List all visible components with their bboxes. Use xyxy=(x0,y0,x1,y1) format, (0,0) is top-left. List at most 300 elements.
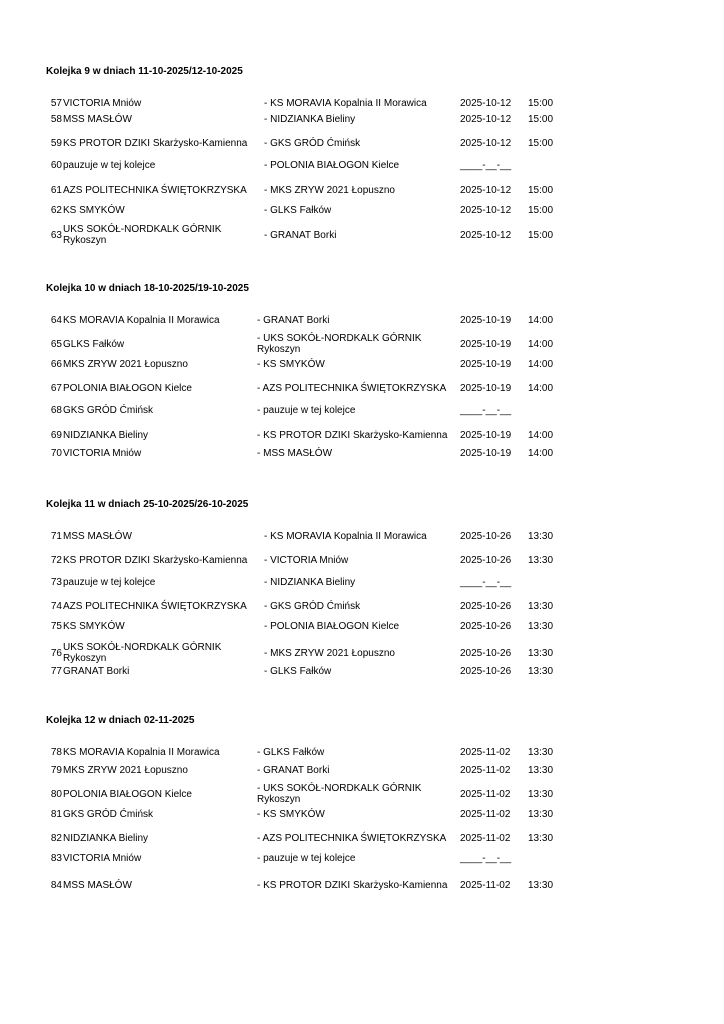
match-row xyxy=(0,807,724,821)
match-time-text: 14:00 xyxy=(528,338,554,350)
match-date xyxy=(460,619,522,633)
home-team-name: GLKS Fałków xyxy=(63,338,125,350)
home-team xyxy=(63,446,253,460)
away-team xyxy=(264,619,464,633)
away-team-name: - MKS ZRYW 2021 Łopuszno xyxy=(264,184,395,196)
home-team xyxy=(63,640,253,666)
match-date xyxy=(460,781,522,807)
match-number xyxy=(46,158,62,172)
match-row xyxy=(0,357,724,371)
match-time xyxy=(528,807,558,821)
away-team xyxy=(257,357,457,371)
away-team-name: - POLONIA BIAŁOGON Kielce xyxy=(264,620,400,632)
away-team xyxy=(257,446,457,460)
away-team xyxy=(264,664,464,678)
match-row xyxy=(0,763,724,777)
match-date-text: 2025-10-19 xyxy=(460,338,512,350)
match-number-text: 82 xyxy=(50,832,62,844)
match-time xyxy=(528,203,558,217)
match-time xyxy=(528,781,558,807)
match-date xyxy=(460,575,522,589)
match-row xyxy=(0,203,724,217)
match-number-text: 81 xyxy=(50,808,62,820)
home-team xyxy=(63,664,253,678)
match-date-text: 2025-10-26 xyxy=(460,665,512,677)
home-team-name: pauzuje w tej kolejce xyxy=(63,159,156,171)
match-time xyxy=(528,403,558,417)
away-team-name: - MSS MASŁÓW xyxy=(257,447,333,459)
match-time xyxy=(528,112,558,126)
home-team xyxy=(63,575,253,589)
match-number xyxy=(46,177,62,203)
match-time xyxy=(528,640,558,666)
match-time xyxy=(528,575,558,589)
home-team xyxy=(63,96,253,110)
home-team xyxy=(63,357,253,371)
away-team xyxy=(257,807,457,821)
match-time xyxy=(528,158,558,172)
away-team-name: - VICTORIA Mniów xyxy=(264,554,349,566)
match-row xyxy=(0,529,724,543)
match-number-text: 62 xyxy=(50,204,62,216)
match-date-text: 2025-10-12 xyxy=(460,113,512,125)
match-date xyxy=(460,807,522,821)
home-team xyxy=(63,781,253,807)
match-number xyxy=(46,422,62,448)
match-time xyxy=(528,222,558,248)
home-team xyxy=(63,422,253,448)
home-team xyxy=(63,112,253,126)
round-title: Kolejka 10 w dniach 18-10-2025/19-10-2025 xyxy=(46,283,249,294)
match-row xyxy=(0,593,724,619)
match-number-text: 58 xyxy=(50,113,62,125)
away-team xyxy=(257,763,457,777)
match-date xyxy=(460,112,522,126)
away-team-name: - AZS POLITECHNIKA ŚWIĘTOKRZYSKA xyxy=(257,382,447,394)
away-team xyxy=(264,130,464,156)
away-team-name: - POLONIA BIAŁOGON Kielce xyxy=(264,159,400,171)
match-time xyxy=(528,745,558,759)
match-number-text: 61 xyxy=(50,184,62,196)
home-team-name: UKS SOKÓŁ-NORDKALK GÓRNIK Rykoszyn xyxy=(63,642,222,664)
match-date-text: 2025-10-26 xyxy=(460,600,512,612)
home-team xyxy=(63,331,253,357)
home-team-name: pauzuje w tej kolejce xyxy=(63,576,156,588)
match-number xyxy=(46,130,62,156)
away-team-name: - KS PROTOR DZIKI Skarżysko-Kamienna xyxy=(257,429,448,441)
home-team-name: MSS MASŁÓW xyxy=(63,530,132,542)
match-row xyxy=(0,640,724,666)
match-number xyxy=(46,547,62,573)
match-number xyxy=(46,375,62,401)
match-time-text: 15:00 xyxy=(528,137,554,149)
match-row xyxy=(0,872,724,898)
match-row xyxy=(0,112,724,126)
round-title: Kolejka 12 w dniach 02-11-2025 xyxy=(46,715,195,726)
match-date xyxy=(460,825,522,851)
home-team xyxy=(63,763,253,777)
home-team xyxy=(63,619,253,633)
away-team xyxy=(264,158,464,172)
match-number xyxy=(46,203,62,217)
match-date-text: 2025-11-02 xyxy=(460,832,511,844)
away-team-name: - GRANAT Borki xyxy=(264,229,337,241)
match-number-text: 66 xyxy=(50,358,62,370)
away-team xyxy=(264,640,464,666)
away-team-name: - KS SMYKÓW xyxy=(257,358,325,370)
match-number-text: 77 xyxy=(50,665,62,677)
away-team xyxy=(257,331,457,357)
match-time-text: 15:00 xyxy=(528,229,554,241)
home-team xyxy=(63,547,253,573)
match-date-text: 2025-10-19 xyxy=(460,429,512,441)
match-date-text: 2025-10-12 xyxy=(460,137,512,149)
match-date-text: ____-__-__ xyxy=(460,159,512,171)
match-time-text: 13:30 xyxy=(528,647,554,659)
match-number xyxy=(46,745,62,759)
round-title: Kolejka 11 w dniach 25-10-2025/26-10-2025 xyxy=(46,499,249,510)
match-number-text: 59 xyxy=(50,137,62,149)
match-time xyxy=(528,446,558,460)
home-team xyxy=(63,177,253,203)
away-team xyxy=(264,96,464,110)
match-date-text: 2025-10-26 xyxy=(460,554,512,566)
match-time-text: 14:00 xyxy=(528,358,554,370)
match-date-text: 2025-11-02 xyxy=(460,879,511,891)
match-time-text: 13:30 xyxy=(528,788,554,800)
match-number xyxy=(46,529,62,543)
match-time-text: 14:00 xyxy=(528,429,554,441)
away-team xyxy=(257,825,457,851)
match-number-text: 79 xyxy=(50,764,62,776)
away-team-name: - KS MORAVIA Kopalnia II Morawica xyxy=(264,97,427,109)
match-date xyxy=(460,130,522,156)
match-time xyxy=(528,593,558,619)
away-team-name: - MKS ZRYW 2021 Łopuszno xyxy=(264,647,395,659)
away-team xyxy=(264,177,464,203)
match-row xyxy=(0,781,724,807)
match-time-text: 13:30 xyxy=(528,764,554,776)
match-date xyxy=(460,203,522,217)
home-team-name: AZS POLITECHNIKA ŚWIĘTOKRZYSKA xyxy=(63,184,247,196)
match-date-text: ____-__-__ xyxy=(460,576,512,588)
match-date-text: 2025-10-12 xyxy=(460,229,512,241)
match-time xyxy=(528,177,558,203)
home-team-name: GKS GRÓD Ćmińsk xyxy=(63,808,154,820)
away-team xyxy=(264,547,464,573)
away-team-name: - NIDZIANKA Bieliny xyxy=(264,576,356,588)
match-date-text: 2025-11-02 xyxy=(460,808,511,820)
match-time-text: 14:00 xyxy=(528,447,554,459)
home-team xyxy=(63,825,253,851)
match-date xyxy=(460,745,522,759)
match-number-text: 68 xyxy=(50,404,62,416)
away-team-name: - GRANAT Borki xyxy=(257,314,330,326)
match-number-text: 57 xyxy=(50,97,62,109)
match-time xyxy=(528,763,558,777)
match-date-text: 2025-10-12 xyxy=(460,97,512,109)
match-date xyxy=(460,872,522,898)
match-row xyxy=(0,331,724,357)
round-title: Kolejka 9 w dniach 11-10-2025/12-10-2025 xyxy=(46,66,243,77)
away-team xyxy=(257,313,457,327)
match-time-text: 15:00 xyxy=(528,204,554,216)
match-number xyxy=(46,313,62,327)
away-team-name: - GLKS Fałków xyxy=(257,746,325,758)
home-team-name: GRANAT Borki xyxy=(63,665,130,677)
away-team-name: - GLKS Fałków xyxy=(264,204,332,216)
match-date xyxy=(460,158,522,172)
home-team-name: NIDZIANKA Bieliny xyxy=(63,429,149,441)
match-number-text: 78 xyxy=(50,746,62,758)
match-date xyxy=(460,375,522,401)
match-row xyxy=(0,547,724,573)
home-team xyxy=(63,130,253,156)
match-time-text: 13:30 xyxy=(528,808,554,820)
home-team-name: KS MORAVIA Kopalnia II Morawica xyxy=(63,746,220,758)
match-number-text: 75 xyxy=(50,620,62,632)
home-team xyxy=(63,745,253,759)
match-number-text: 83 xyxy=(50,852,62,864)
match-date xyxy=(460,422,522,448)
home-team-name: MKS ZRYW 2021 Łopuszno xyxy=(63,764,188,776)
home-team-name: NIDZIANKA Bieliny xyxy=(63,832,149,844)
match-row xyxy=(0,375,724,401)
match-number xyxy=(46,640,62,666)
match-row xyxy=(0,422,724,448)
match-number-text: 84 xyxy=(50,879,62,891)
match-date-text: 2025-10-19 xyxy=(460,314,512,326)
match-date-text: 2025-11-02 xyxy=(460,788,511,800)
home-team-name: KS SMYKÓW xyxy=(63,620,125,632)
match-number-text: 64 xyxy=(50,314,62,326)
away-team-name: - GKS GRÓD Ćmińsk xyxy=(264,137,361,149)
away-team-name: - NIDZIANKA Bieliny xyxy=(264,113,356,125)
match-date xyxy=(460,763,522,777)
home-team xyxy=(63,375,253,401)
match-number xyxy=(46,331,62,357)
match-time-text: 13:30 xyxy=(528,530,554,542)
match-number xyxy=(46,403,62,417)
match-row xyxy=(0,851,724,865)
match-time xyxy=(528,529,558,543)
match-row xyxy=(0,130,724,156)
match-number xyxy=(46,446,62,460)
home-team-name: MSS MASŁÓW xyxy=(63,879,132,891)
match-number-text: 69 xyxy=(50,429,62,441)
match-date xyxy=(460,529,522,543)
away-team xyxy=(257,422,457,448)
match-date-text: 2025-10-12 xyxy=(460,204,512,216)
match-time-text: 15:00 xyxy=(528,97,554,109)
match-number xyxy=(46,96,62,110)
match-date xyxy=(460,664,522,678)
away-team-name: - GRANAT Borki xyxy=(257,764,330,776)
match-date-text: 2025-10-19 xyxy=(460,447,512,459)
match-time-text: 13:30 xyxy=(528,879,554,891)
away-team xyxy=(264,529,464,543)
home-team xyxy=(63,403,253,417)
match-time xyxy=(528,130,558,156)
home-team-name: GKS GRÓD Ćmińsk xyxy=(63,404,154,416)
home-team-name: POLONIA BIAŁOGON Kielce xyxy=(63,382,192,394)
match-time xyxy=(528,547,558,573)
match-date-text: 2025-10-19 xyxy=(460,382,512,394)
match-date-text: 2025-11-02 xyxy=(460,764,511,776)
match-time xyxy=(528,422,558,448)
home-team-name: POLONIA BIAŁOGON Kielce xyxy=(63,788,192,800)
away-team-name: - GKS GRÓD Ćmińsk xyxy=(264,600,361,612)
match-number-text: 80 xyxy=(50,788,62,800)
match-row xyxy=(0,158,724,172)
match-date-text: 2025-10-26 xyxy=(460,530,512,542)
home-team-name: AZS POLITECHNIKA ŚWIĘTOKRZYSKA xyxy=(63,600,247,612)
home-team xyxy=(63,203,253,217)
away-team-name: - AZS POLITECHNIKA ŚWIĘTOKRZYSKA xyxy=(257,832,447,844)
match-number-text: 65 xyxy=(50,338,62,350)
match-date xyxy=(460,593,522,619)
home-team-name: VICTORIA Mniów xyxy=(63,852,142,864)
match-row xyxy=(0,446,724,460)
match-date xyxy=(460,547,522,573)
match-time xyxy=(528,851,558,865)
home-team xyxy=(63,222,253,248)
match-number xyxy=(46,664,62,678)
match-date xyxy=(460,222,522,248)
match-date-text: 2025-10-26 xyxy=(460,647,512,659)
match-time-text: 13:30 xyxy=(528,746,554,758)
match-date xyxy=(460,313,522,327)
match-number xyxy=(46,763,62,777)
match-number-text: 63 xyxy=(50,229,62,241)
home-team-name: VICTORIA Mniów xyxy=(63,447,142,459)
match-row xyxy=(0,403,724,417)
match-date-text: 2025-10-26 xyxy=(460,620,512,632)
away-team xyxy=(257,781,457,807)
match-number xyxy=(46,872,62,898)
away-team-name: - GLKS Fałków xyxy=(264,665,332,677)
match-time-text: 13:30 xyxy=(528,665,554,677)
home-team-name: VICTORIA Mniów xyxy=(63,97,142,109)
away-team-name: - KS SMYKÓW xyxy=(257,808,325,820)
away-team-name: - UKS SOKÓŁ-NORDKALK GÓRNIK Rykoszyn xyxy=(257,783,422,805)
match-time-text: 13:30 xyxy=(528,832,554,844)
match-date-text: ____-__-__ xyxy=(460,404,512,416)
home-team xyxy=(63,851,253,865)
match-number xyxy=(46,807,62,821)
match-row xyxy=(0,825,724,851)
match-date xyxy=(460,96,522,110)
match-date xyxy=(460,446,522,460)
away-team xyxy=(264,203,464,217)
match-number xyxy=(46,112,62,126)
match-time xyxy=(528,664,558,678)
away-team xyxy=(257,403,457,417)
match-number xyxy=(46,619,62,633)
home-team-name: UKS SOKÓŁ-NORDKALK GÓRNIK Rykoszyn xyxy=(63,224,222,246)
match-number xyxy=(46,222,62,248)
home-team xyxy=(63,593,253,619)
home-team-name: MSS MASŁÓW xyxy=(63,113,132,125)
away-team xyxy=(257,745,457,759)
match-number-text: 73 xyxy=(50,576,62,588)
match-time-text: 15:00 xyxy=(528,184,554,196)
home-team-name: KS MORAVIA Kopalnia II Morawica xyxy=(63,314,220,326)
match-number-text: 60 xyxy=(50,159,62,171)
away-team xyxy=(264,222,464,248)
match-time xyxy=(528,375,558,401)
match-number xyxy=(46,851,62,865)
match-row xyxy=(0,745,724,759)
match-number xyxy=(46,825,62,851)
away-team xyxy=(257,375,457,401)
match-date xyxy=(460,177,522,203)
away-team-name: - KS PROTOR DZIKI Skarżysko-Kamienna xyxy=(257,879,448,891)
match-date xyxy=(460,851,522,865)
match-time-text: 15:00 xyxy=(528,113,554,125)
home-team-name: KS PROTOR DZIKI Skarżysko-Kamienna xyxy=(63,554,248,566)
match-date xyxy=(460,640,522,666)
match-number-text: 76 xyxy=(50,647,62,659)
match-row xyxy=(0,313,724,327)
match-time xyxy=(528,872,558,898)
away-team xyxy=(264,575,464,589)
match-time xyxy=(528,313,558,327)
match-date xyxy=(460,331,522,357)
match-date xyxy=(460,403,522,417)
match-date-text: 2025-10-12 xyxy=(460,184,512,196)
match-number-text: 71 xyxy=(50,530,62,542)
match-time-text: 13:30 xyxy=(528,554,554,566)
match-date-text: 2025-10-19 xyxy=(460,358,512,370)
away-team xyxy=(264,112,464,126)
home-team xyxy=(63,158,253,172)
match-date-text: 2025-11-02 xyxy=(460,746,511,758)
match-row xyxy=(0,177,724,203)
match-number xyxy=(46,357,62,371)
away-team xyxy=(264,593,464,619)
match-number-text: 67 xyxy=(50,382,62,394)
match-time xyxy=(528,331,558,357)
home-team-name: KS PROTOR DZIKI Skarżysko-Kamienna xyxy=(63,137,248,149)
match-row xyxy=(0,96,724,110)
match-number-text: 72 xyxy=(50,554,62,566)
match-number-text: 74 xyxy=(50,600,62,612)
home-team xyxy=(63,313,253,327)
home-team xyxy=(63,872,253,898)
away-team-name: - UKS SOKÓŁ-NORDKALK GÓRNIK Rykoszyn xyxy=(257,333,422,355)
match-number xyxy=(46,781,62,807)
match-time-text: 13:30 xyxy=(528,620,554,632)
match-number-text: 70 xyxy=(50,447,62,459)
match-row xyxy=(0,619,724,633)
match-date xyxy=(460,357,522,371)
home-team xyxy=(63,807,253,821)
match-time xyxy=(528,96,558,110)
match-date-text: ____-__-__ xyxy=(460,852,512,864)
home-team-name: MKS ZRYW 2021 Łopuszno xyxy=(63,358,188,370)
match-row xyxy=(0,664,724,678)
match-time xyxy=(528,357,558,371)
match-row xyxy=(0,222,724,248)
match-time xyxy=(528,825,558,851)
away-team xyxy=(257,851,457,865)
match-time xyxy=(528,619,558,633)
home-team-name: KS SMYKÓW xyxy=(63,204,125,216)
match-time-text: 14:00 xyxy=(528,382,554,394)
match-time-text: 13:30 xyxy=(528,600,554,612)
match-number xyxy=(46,575,62,589)
